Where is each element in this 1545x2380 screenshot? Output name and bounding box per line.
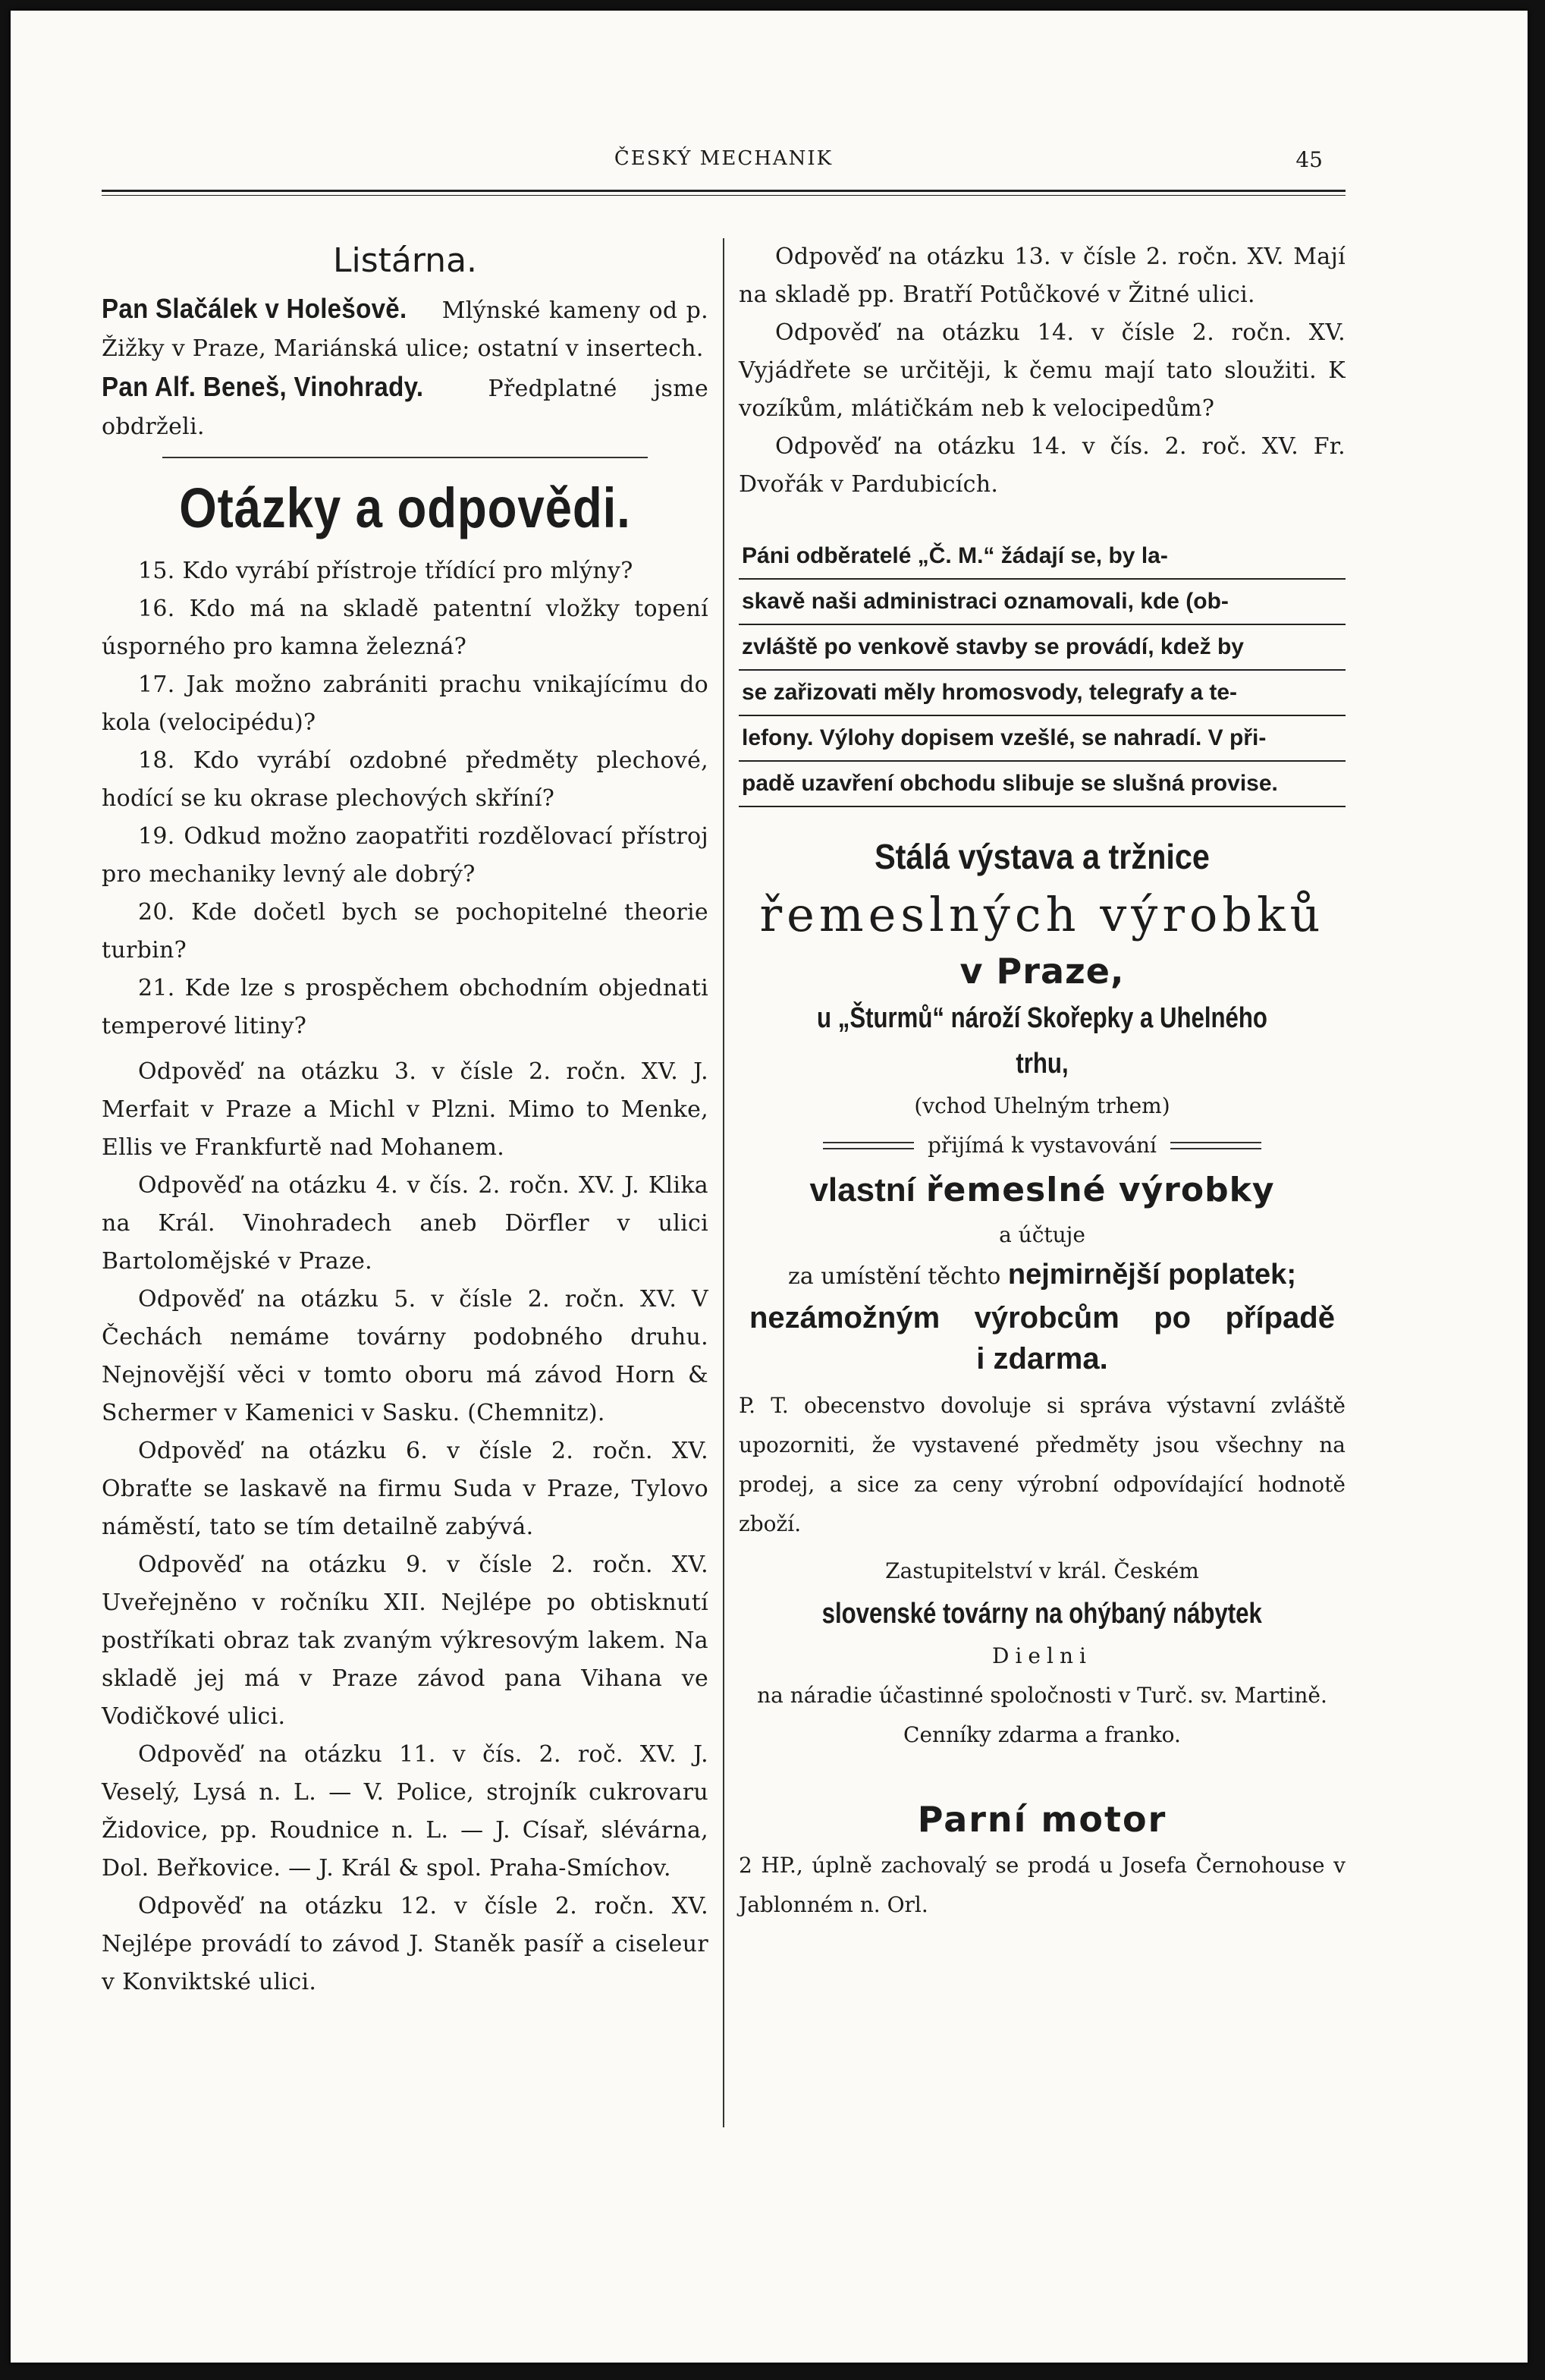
questions-list [102,552,708,1045]
notice-line: se zařizovati měly hromosvody, telegrafy a te- [739,671,1346,716]
listarna-entry-name: Pan Slačálek v Holešově. [102,293,407,324]
listarna-entry [102,368,708,446]
section-divider [162,457,648,458]
answer: Odpověď na otázku 11. v čís. 2. roč. XV. J. Veselý, Lysá n. L. — V. Police, strojník cukrovaru Židovice, pp. Roudnice n. L. — J. Císař, slévárna, Dol. Beřkovice. — J. Král & spol. Praha-Smíchov. [102,1741,708,1882]
listarna-entry-text: Mlýnské kameny od p. Žižky v Praze, Mariánská ulice; ostatní v insertech. [102,297,708,362]
advert-subtitle: řemeslných výrobků [759,887,1325,942]
advert-poor-makers [739,1297,1346,1339]
left-column [102,238,708,2001]
advert-poor-makers-a: nezámožným [749,1301,941,1335]
running-head [102,147,1346,193]
advert-products [739,1165,1346,1215]
notice-line: zvláště po venkově stavby se provádí, kdež by [739,625,1346,671]
question: 16. Kdo má na skladě patentní vložky topení úsporného pro kamna železná? [102,596,708,660]
answer: Odpověď na otázku 3. v čísle 2. ročn. XV. J. Merfait v Praze a Michl v Plzni. Mimo to Menke, Ellis ve Frankfurtě nad Mohanem. [102,1058,708,1161]
motor-advert-text: 2 HP., úplně zachovalý se prodá u Josefa Černohouse v Jablonném n. Orl. [739,1853,1346,1917]
page-number: 45 [1295,147,1323,172]
advert-entrance: (vchod Uhelným trhem) [914,1093,1170,1118]
notice-line: Páni odběratelé „Č. M.“ žádají se, by la- [739,534,1346,580]
header-rule [102,190,1346,196]
advert-poor-makers-b: výrobcům [974,1301,1119,1335]
qa-heading: Otázky a odpovědi. [179,476,631,539]
double-rule [823,1142,914,1149]
question: 18. Kdo vyrábí ozdobné předměty plechové, hodící se ku okrase plechových skříní? [102,747,708,812]
answer: Odpověď na otázku 4. v čís. 2. ročn. XV. J. Klika na Král. Vinohradech aneb Dörfler v ulici Bartolomějské v Praze. [102,1172,708,1275]
advert-accepts [739,1126,1346,1165]
answers-list [102,1053,708,2001]
advert-representation: Zastupitelství v král. Českém [885,1558,1199,1583]
advert-poor-makers-c: po [1154,1301,1192,1335]
question: 15. Kdo vyrábí přístroje třídící pro mlýny? [138,558,633,584]
listarna-entry-text: Předplatné jsme obdrželi. [102,376,709,440]
advert-pricelists: Cenníky zdarma a franko. [903,1722,1181,1747]
advert-fee-b: nejmirnější poplatek; [1007,1259,1296,1291]
advert-free: i zdarma. [976,1342,1108,1375]
answer: Odpověď na otázku 9. v čísle 2. ročn. XV. Uveřejněno v ročníku XII. Nejlépe po obtisknutí postříkati obraz tak zvaným výkresovým lakem. Na skladě jej má v Praze závod pana Vihana ve Vodičkové ulici. [102,1552,708,1730]
advert-accepts-text: přijímá k vystavování [927,1133,1157,1158]
advert-products-b: řemeslné výrobky [925,1171,1275,1209]
notice-line: skavě naši administraci oznamovali, kde (ob- [739,580,1346,625]
advert-address: u „Šturmů“ nároží Skořepky a Uhelného trhu, [817,1002,1267,1080]
answers-list-continued [739,238,1346,504]
column-divider [723,238,724,2127]
advert-title: Stálá výstava a tržnice [875,837,1210,876]
advert-paragraph: P. T. obecenstvo dovoluje si správa výstavní zvláště upozorniti, že vystavené předměty jsou všechny na prodej, a sice za ceny výrobní odpovídající hodnotě zboží. [739,1393,1346,1536]
answer: Odpověď na otázku 14. v čís. 2. roč. XV. Fr. Dvořák v Pardubicích. [739,433,1346,498]
advert-poor-makers-d: případě [1225,1301,1335,1335]
publication-title: ČESKÝ MECHANIK [614,147,834,170]
question: 20. Kde dočetl bych se pochopitelné theorie turbin? [102,899,708,964]
advert-company: na náradie účastinné spoločnosti v Turč. sv. Martině. [757,1683,1327,1708]
notice-line: lefony. Výlohy dopisem vzešlé, se nahradí. V při- [739,716,1346,762]
advert-products-a: vlastní [809,1171,915,1209]
advert-workshops: Dielni [992,1643,1092,1668]
advert-fee [739,1255,1346,1297]
magazine-page [11,11,1528,2363]
answer: Odpověď na otázku 5. v čísle 2. ročn. XV. V Čechách nemáme továrny podobného druhu. Nejnovější věci v tomto oboru má závod Horn & Schermer v Kamenici v Sasku. (Chemnitz). [102,1286,708,1426]
notice-line: padě uzavření obchodu slibuje se slušná provise. [739,762,1346,807]
advert-city: v Praze, [959,951,1125,992]
listarna-entry-name: Pan Alf. Beneš, Vinohrady. [102,371,424,402]
double-rule [1170,1142,1261,1149]
listarna-entry [102,290,708,368]
question: 19. Odkud možno zaopatřiti rozdělovací přístroj pro mechaniky levný ale dobrý? [102,823,708,888]
subscriber-notice [739,534,1346,807]
advert-furniture: slovenské továrny na ohýbaný nábytek [821,1598,1263,1630]
listarna-heading: Listárna. [332,241,478,280]
question: 17. Jak možno zabrániti prachu vnikajícímu do kola (velocipédu)? [102,671,708,736]
motor-advert-title: Parní motor [917,1799,1167,1840]
advert-charges: a účtuje [999,1222,1085,1247]
answer: Odpověď na otázku 6. v čísle 2. ročn. XV. Obraťte se laskavě na firmu Suda v Praze, Tylovo náměstí, tato se tím detailně zabývá. [102,1438,708,1540]
answer: Odpověď na otázku 14. v čísle 2. ročn. XV. Vyjádřete se určitěji, k čemu mají tato sloužiti. K vozíkům, mlátičkám neb k velocipedům? [739,319,1346,422]
exhibition-advert [739,830,1346,1755]
advert-fee-a: za umístění těchto [788,1263,1001,1290]
right-column [739,238,1346,1925]
question: 21. Kde lze s prospěchem obchodním objednati temperové litiny? [102,975,708,1039]
answer: Odpověď na otázku 13. v čísle 2. ročn. XV. Mají na skladě pp. Bratří Potůčkové v Žitné ulici. [739,244,1346,308]
answer: Odpověď na otázku 12. v čísle 2. ročn. XV. Nejlépe provádí to závod J. Staněk pasíř a ciseleur v Konviktské ulici. [102,1893,708,1995]
